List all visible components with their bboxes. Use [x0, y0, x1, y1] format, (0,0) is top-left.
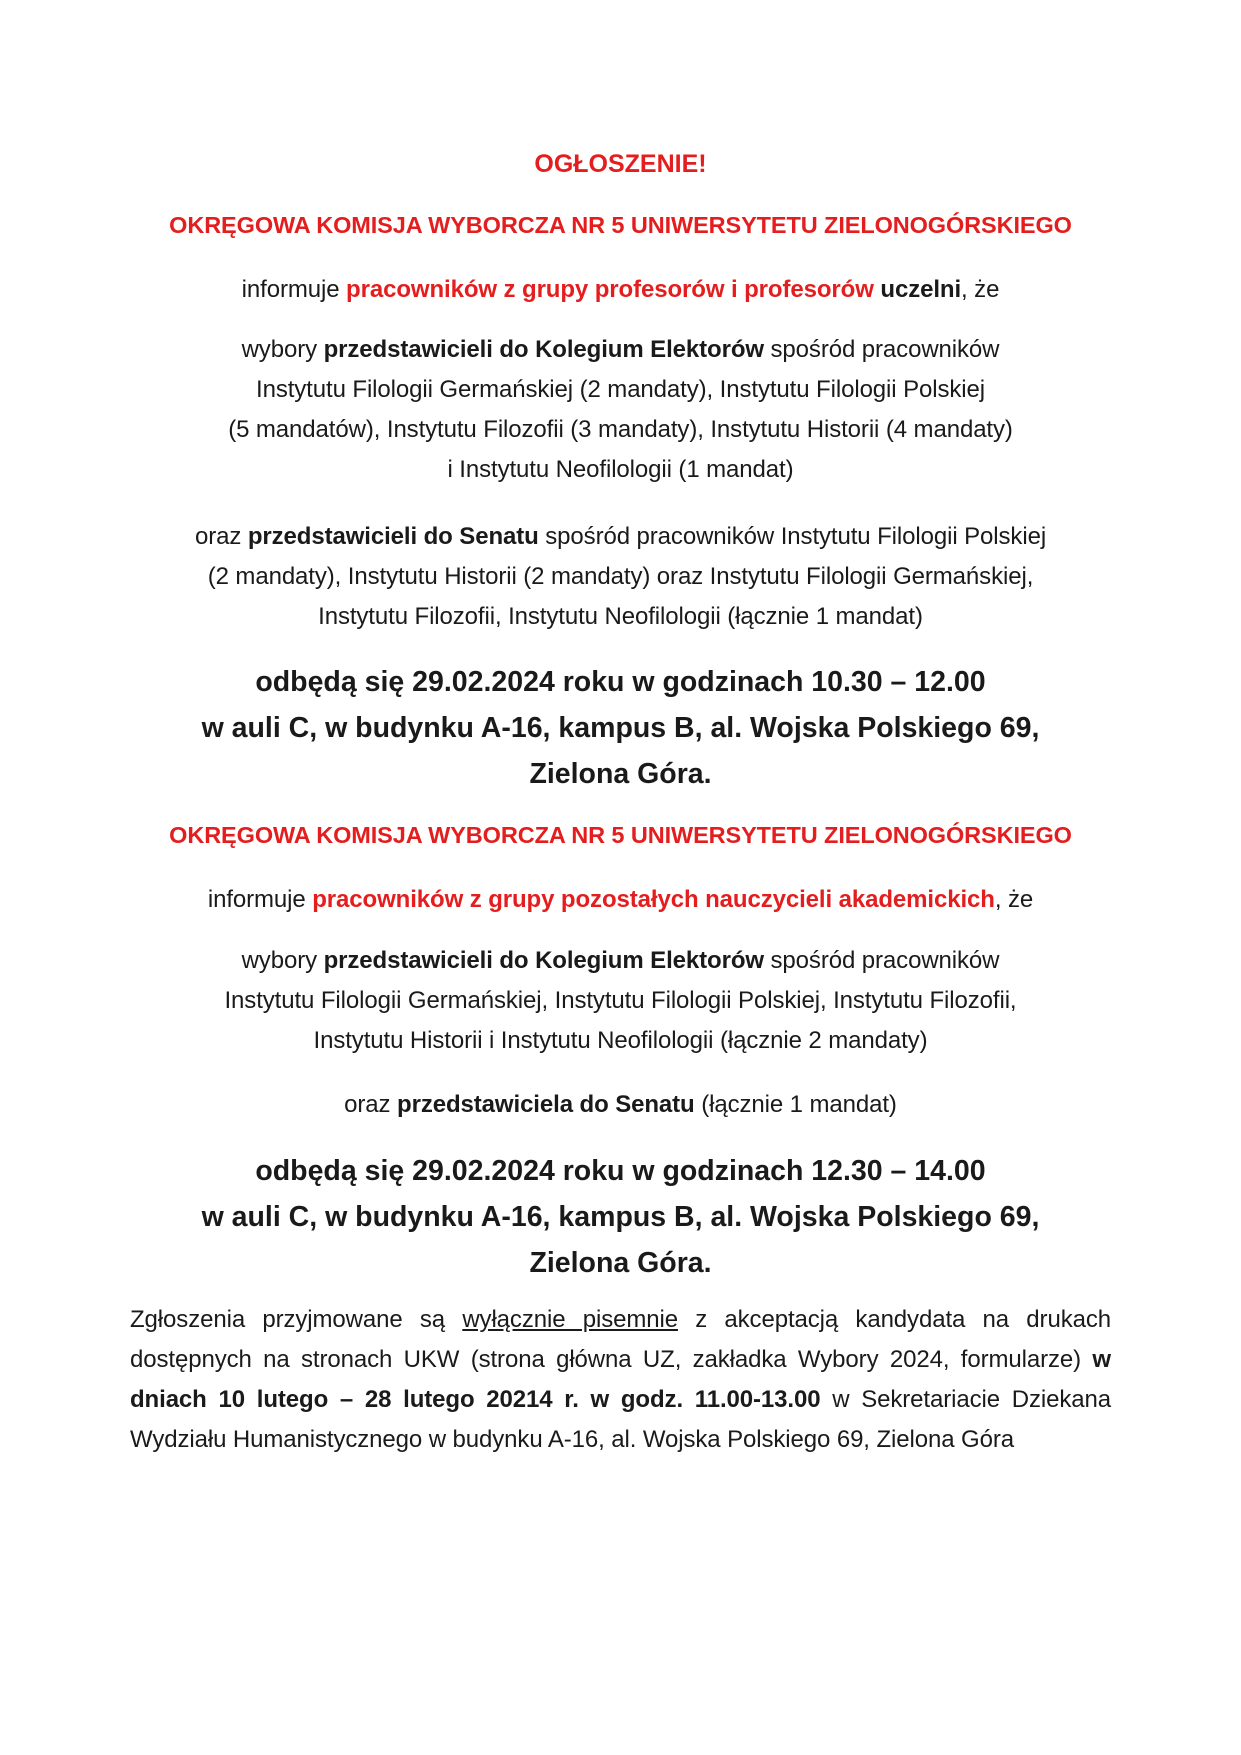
election-time-place-2: odbędą się 29.02.2024 roku w godzinach 12.30 – 14.00 w auli C, w budynku A-16, kampus B, al. Wojska Polskiego 69, Zielona Góra.	[201, 1155, 1040, 1279]
committee-heading-2: OKRĘGOWA KOMISJA WYBORCZA NR 5 UNIWERSYTETU ZIELONOGÓRSKIEGO	[169, 822, 1072, 848]
submission-note: Zgłoszenia przyjmowane są wyłącznie pisemnie z akceptacją kandydata na drukach dostępnych na stronach UKW (strona główna UZ, zakładka Wybory 2024, formularze) w dniach 10 lutego – 28 lutego 20214 r. w godz. 11.00-13.00 w Sekretariacie Dziekana Wydziału Humanistycznego w budynku A-16, al. Wojska Polskiego 69, Zielona Góra	[130, 1306, 1111, 1453]
informs-line-2: informuje pracowników z grupy pozostałych nauczycieli akademickich, że	[207, 886, 1034, 913]
committee-heading-1: OKRĘGOWA KOMISJA WYBORCZA NR 5 UNIWERSYTETU ZIELONOGÓRSKIEGO	[169, 212, 1072, 238]
written-only-emphasis: wyłącznie pisemnie	[462, 1306, 678, 1333]
senate-paragraph-2: oraz przedstawiciela do Senatu (łącznie 1 mandat)	[344, 1091, 897, 1118]
submission-dates: w dniach 10 lutego – 28 lutego 20214 r. w godz. 11.00-13.00	[130, 1346, 1111, 1413]
senate-paragraph-1: oraz przedstawicieli do Senatu spośród pracowników Instytutu Filologii Polskiej (2 mandaty), Instytutu Historii (2 mandaty) oraz Instytutu Filologii Germańskiej, Instytutu Filozofii, Instytutu Neofilologii (łącznie 1 mandat)	[194, 523, 1047, 630]
collegium-paragraph-1: wybory przedstawicieli do Kolegium Elektorów spośród pracowników Instytutu Filologii Germańskiej (2 mandaty), Instytutu Filologii Polskiej (5 mandatów), Instytutu Filozofii (3 mandaty), Instytutu Historii (4 mandaty) i Instytutu Neofilologii (1 mandat)	[228, 336, 1013, 483]
election-time-place-1: odbędą się 29.02.2024 roku w godzinach 10.30 – 12.00 w auli C, w budynku A-16, kampus B, al. Wojska Polskiego 69, Zielona Góra.	[201, 666, 1040, 790]
collegium-paragraph-2: wybory przedstawicieli do Kolegium Elektorów spośród pracowników Instytutu Filologii Germańskiej, Instytutu Filologii Polskiej, Instytutu Filozofii, Instytutu Historii i Instytutu Neofilologii (łącznie 2 mandaty)	[224, 947, 1017, 1054]
target-group-1: pracowników z grupy profesorów i profesorów	[346, 276, 874, 303]
page-title: OGŁOSZENIE!	[534, 150, 707, 178]
informs-line-1: informuje pracowników z grupy profesorów i profesorów uczelni, że	[241, 276, 1000, 303]
target-group-2: pracowników z grupy pozostałych nauczycieli akademickich	[312, 886, 995, 913]
